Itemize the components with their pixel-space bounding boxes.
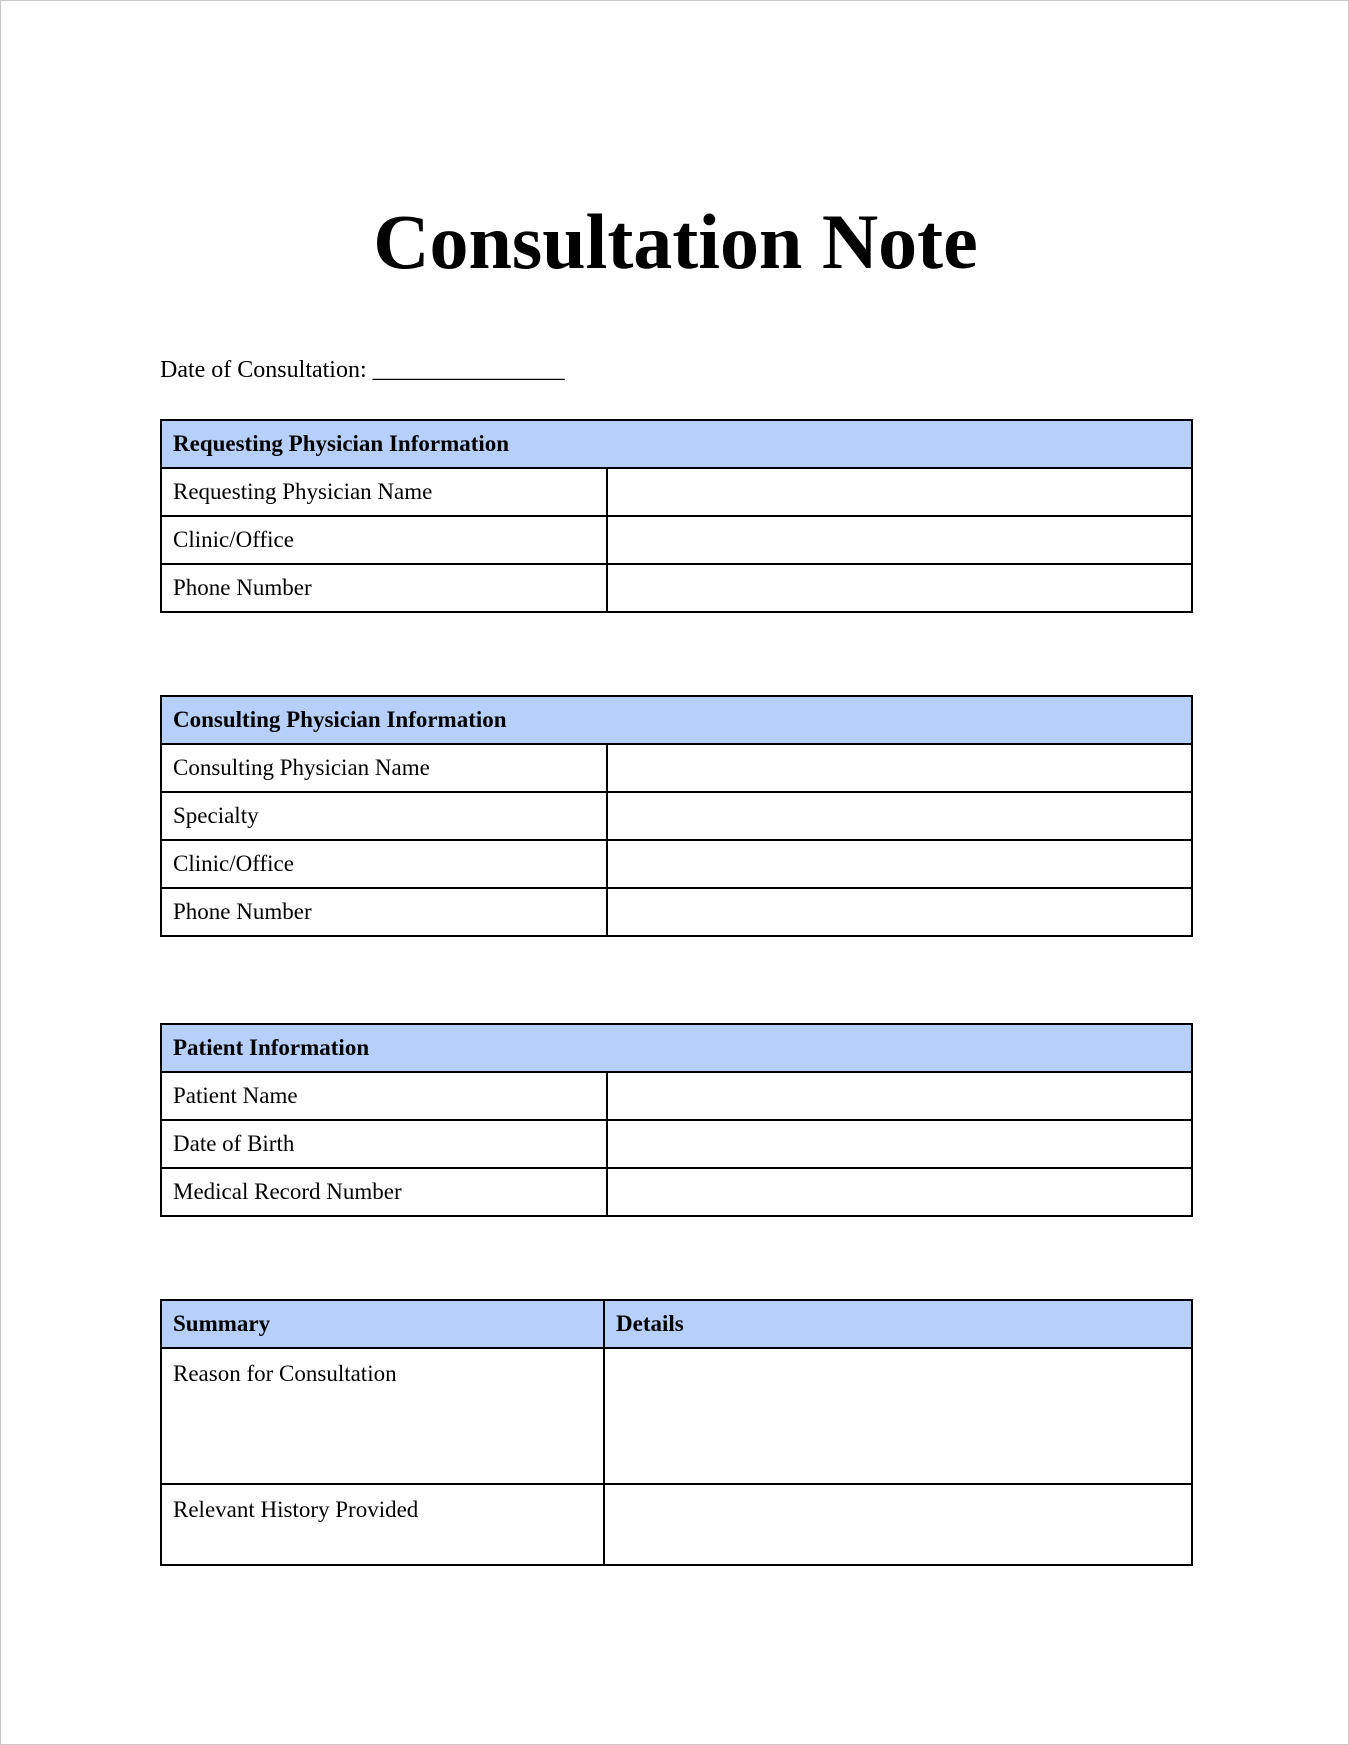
patient-name-input[interactable] [607, 1072, 1192, 1120]
summary-table [160, 1299, 1193, 1566]
specialty-input[interactable] [607, 792, 1192, 840]
table-row [161, 792, 1192, 840]
field-label: Requesting Physician Name [161, 468, 607, 516]
requesting-physician-name-input[interactable] [607, 468, 1192, 516]
table-row [161, 1348, 1192, 1484]
field-label: Reason for Consultation [161, 1348, 604, 1484]
table-row [161, 1120, 1192, 1168]
table-row [161, 1168, 1192, 1216]
table-row [161, 564, 1192, 612]
reason-for-consultation-input[interactable] [604, 1348, 1192, 1484]
field-label: Specialty [161, 792, 607, 840]
patient-information-table [160, 1023, 1193, 1217]
table-row [161, 516, 1192, 564]
consulting-clinic-input[interactable] [607, 840, 1192, 888]
details-header: Details [604, 1300, 1192, 1348]
requesting-physician-table [160, 419, 1193, 613]
table-row [161, 888, 1192, 936]
field-label: Clinic/Office [161, 516, 607, 564]
field-label: Relevant History Provided [161, 1484, 604, 1565]
table-header-row [161, 420, 1192, 468]
table-row [161, 840, 1192, 888]
table-header-row [161, 1300, 1192, 1348]
consulting-phone-input[interactable] [607, 888, 1192, 936]
field-label: Clinic/Office [161, 840, 607, 888]
field-label: Patient Name [161, 1072, 607, 1120]
table-row [161, 468, 1192, 516]
page-title: Consultation Note [373, 198, 978, 285]
requesting-physician-header: Requesting Physician Information [161, 420, 1192, 468]
requesting-clinic-input[interactable] [607, 516, 1192, 564]
table-row [161, 1484, 1192, 1565]
field-label: Medical Record Number [161, 1168, 607, 1216]
date-of-birth-input[interactable] [607, 1120, 1192, 1168]
field-label: Phone Number [161, 888, 607, 936]
table-row [161, 744, 1192, 792]
table-header-row [161, 696, 1192, 744]
medical-record-number-input[interactable] [607, 1168, 1192, 1216]
field-label: Phone Number [161, 564, 607, 612]
date-of-consultation-field[interactable]: Date of Consultation: ________________ [160, 357, 565, 383]
requesting-phone-input[interactable] [607, 564, 1192, 612]
patient-information-header: Patient Information [161, 1024, 1192, 1072]
consulting-physician-table [160, 695, 1193, 937]
table-header-row [161, 1024, 1192, 1072]
table-row [161, 1072, 1192, 1120]
consulting-physician-header: Consulting Physician Information [161, 696, 1192, 744]
relevant-history-input[interactable] [604, 1484, 1192, 1565]
summary-header: Summary [161, 1300, 604, 1348]
field-label: Date of Birth [161, 1120, 607, 1168]
consulting-physician-name-input[interactable] [607, 744, 1192, 792]
field-label: Consulting Physician Name [161, 744, 607, 792]
